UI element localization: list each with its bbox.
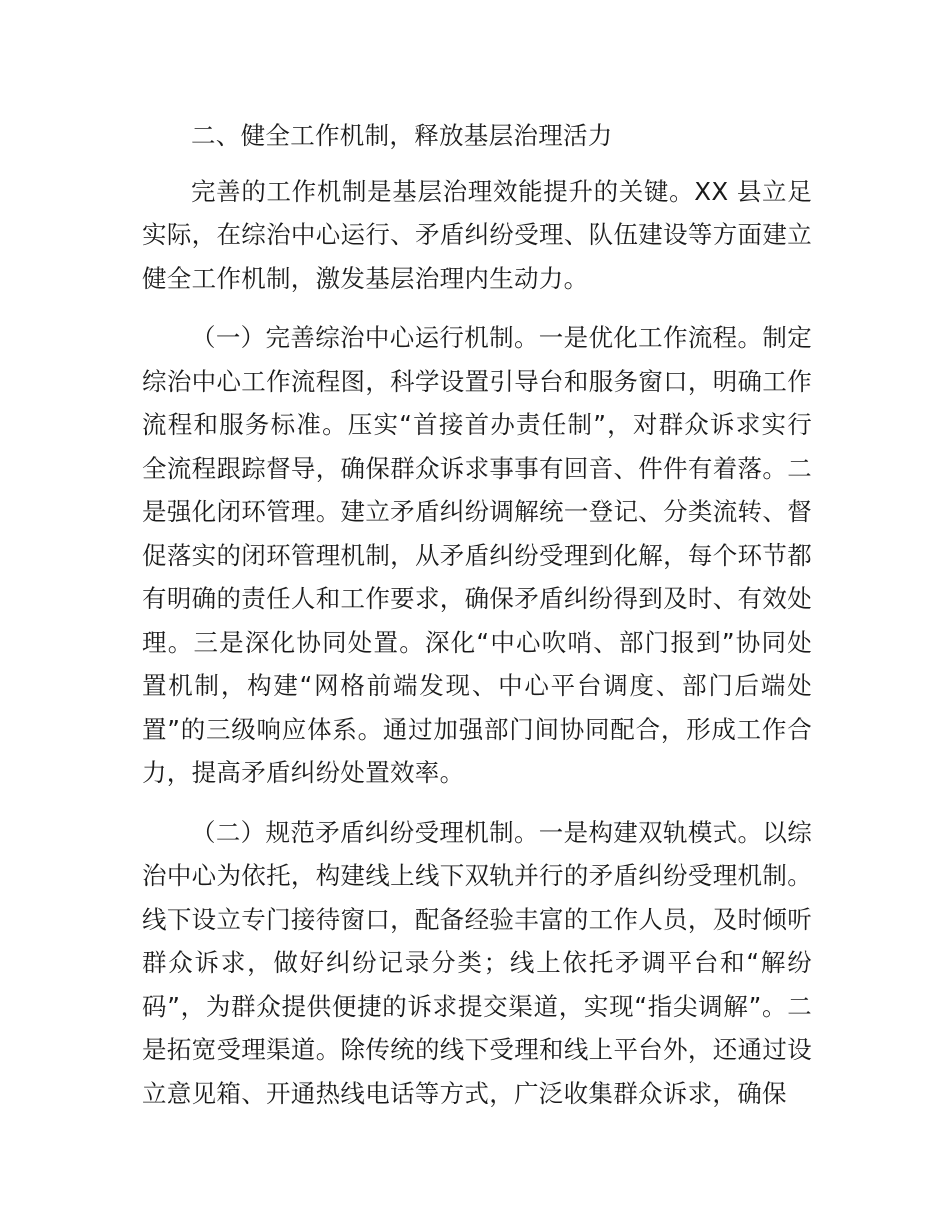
paragraph-intro: 完善的工作机制是基层治理效能提升的关键。XX 县立足实际，在综治中心运行、矛盾纠纷受理、队伍建设等方面建立健全工作机制，激发基层治理内生动力。 (142, 176, 812, 293)
document-body (142, 114, 812, 1115)
paragraph-dispute-intake-mechanism: （二）规范矛盾纠纷受理机制。一是构建双轨模式。以综治中心为依托，构建线上线下双轨并行的矛盾纠纷受理机制。线下设立专门接待窗口，配备经验丰富的工作人员，及时倾听群众诉求，做好纠纷记录分类；线上依托矛调平台和“解纷码”，为群众提供便捷的诉求提交渠道，实现“指尖调解”。二是拓宽受理渠道。除传统的线下受理和线上平台外，还通过设立意见箱、开通热线电话等方式，广泛收集群众诉求，确保 (142, 817, 812, 1108)
section-heading: 二、健全工作机制，释放基层治理活力 (191, 121, 613, 150)
paragraph-operation-mechanism: （一）完善综治中心运行机制。一是优化工作流程。制定综治中心工作流程图，科学设置引导台和服务窗口，明确工作流程和服务标准。压实“首接首办责任制”，对群众诉求实行全流程跟踪督导，确保群众诉求事事有回音、件件有着落。二是强化闭环管理。建立矛盾纠纷调解统一登记、分类流转、督促落实的闭环管理机制，从矛盾纠纷受理到化解，每个环节都有明确的责任人和工作要求，确保矛盾纠纷得到及时、有效处理。三是深化协同处置。深化“中心吹哨、部门报到”协同处置机制，构建“网格前端发现、中心平台调度、部门后端处置”的三级响应体系。通过加强部门间协同配合，形成工作合力，提高矛盾纠纷处置效率。 (142, 323, 812, 787)
